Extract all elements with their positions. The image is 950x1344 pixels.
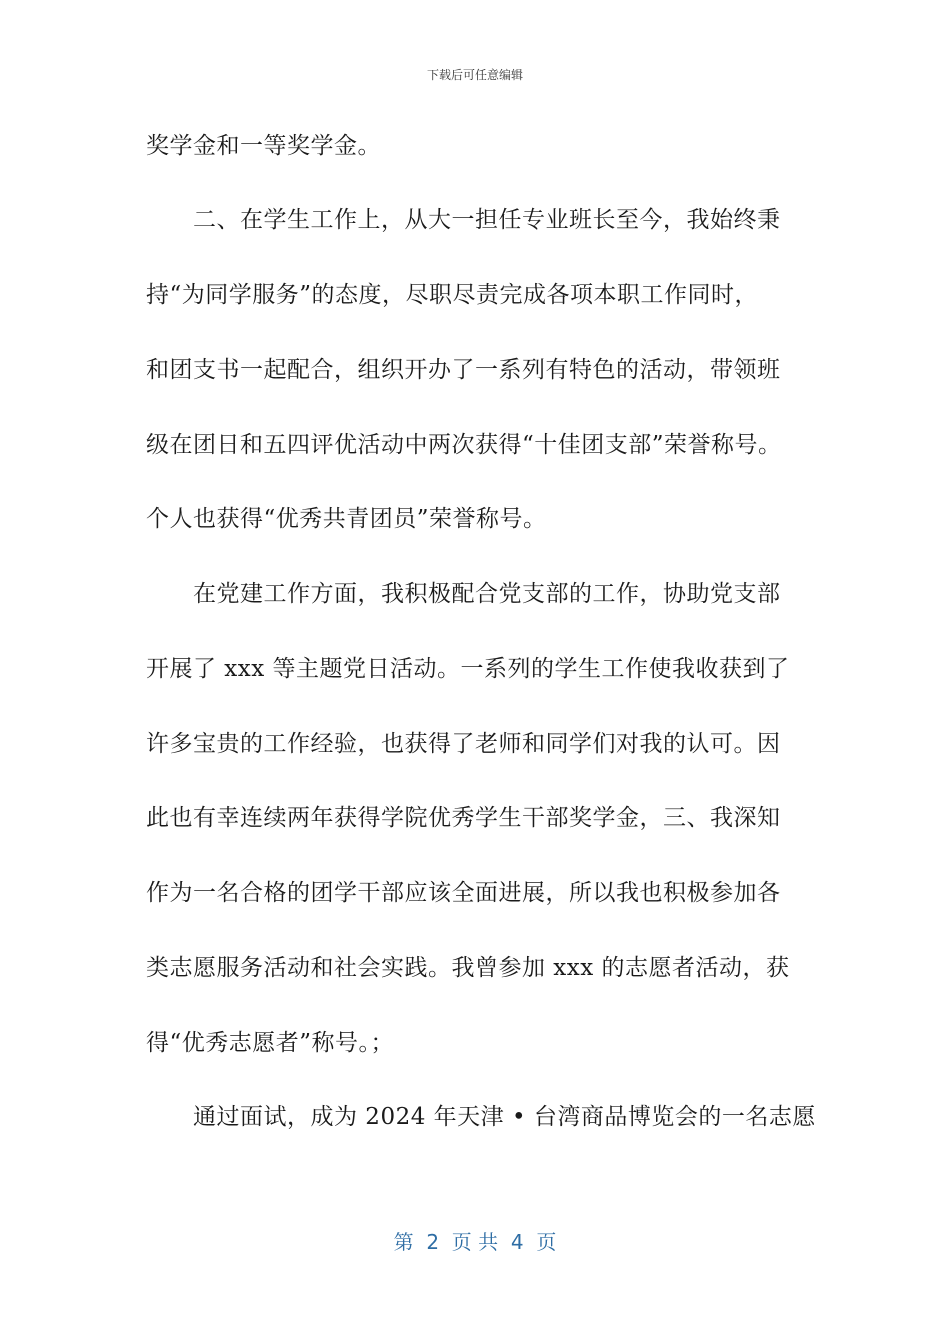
page-header: 下载后可任意编辑 bbox=[426, 68, 523, 82]
page-number-footer: 第 2 页 共 4 页 bbox=[393, 1230, 557, 1254]
paragraph-line: 得“优秀志愿者”称号。； bbox=[146, 1030, 395, 1056]
paragraph-line: 二、在学生工作上，从大一担任专业班长至今，我始终秉 bbox=[193, 207, 781, 233]
paragraph-line: 和团支书一起配合，组织开办了一系列有特色的活动，带领班 bbox=[146, 357, 781, 383]
paragraph-line: 类志愿服务活动和社会实践。我曾参加 xxx 的志愿者活动，获 bbox=[146, 955, 790, 981]
paragraph-line: 作为一名合格的团学干部应该全面进展，所以我也积极参加各 bbox=[146, 880, 781, 906]
paragraph-line: 开展了 xxx 等主题党日活动。一系列的学生工作使我收获到了 bbox=[146, 656, 790, 682]
paragraph-line: 个人也获得“优秀共青团员”荣誉称号。 bbox=[146, 506, 547, 532]
paragraph-line: 通过面试，成为 2024 年天津 • 台湾商品博览会的一名志愿 bbox=[193, 1104, 816, 1130]
paragraph-line: 许多宝贵的工作经验，也获得了老师和同学们对我的认可。因 bbox=[146, 731, 781, 757]
paragraph-line: 此也有幸连续两年获得学院优秀学生干部奖学金，三、我深知 bbox=[146, 805, 781, 831]
paragraph-line: 级在团日和五四评优活动中两次获得“十佳团支部”荣誉称号。 bbox=[146, 432, 782, 458]
paragraph-line: 奖学金和一等奖学金。 bbox=[146, 133, 381, 159]
paragraph-line: 在党建工作方面，我积极配合党支部的工作，协助党支部 bbox=[193, 581, 781, 607]
paragraph-line: 持“为同学服务”的态度，尽职尽责完成各项本职工作同时， bbox=[146, 282, 759, 308]
